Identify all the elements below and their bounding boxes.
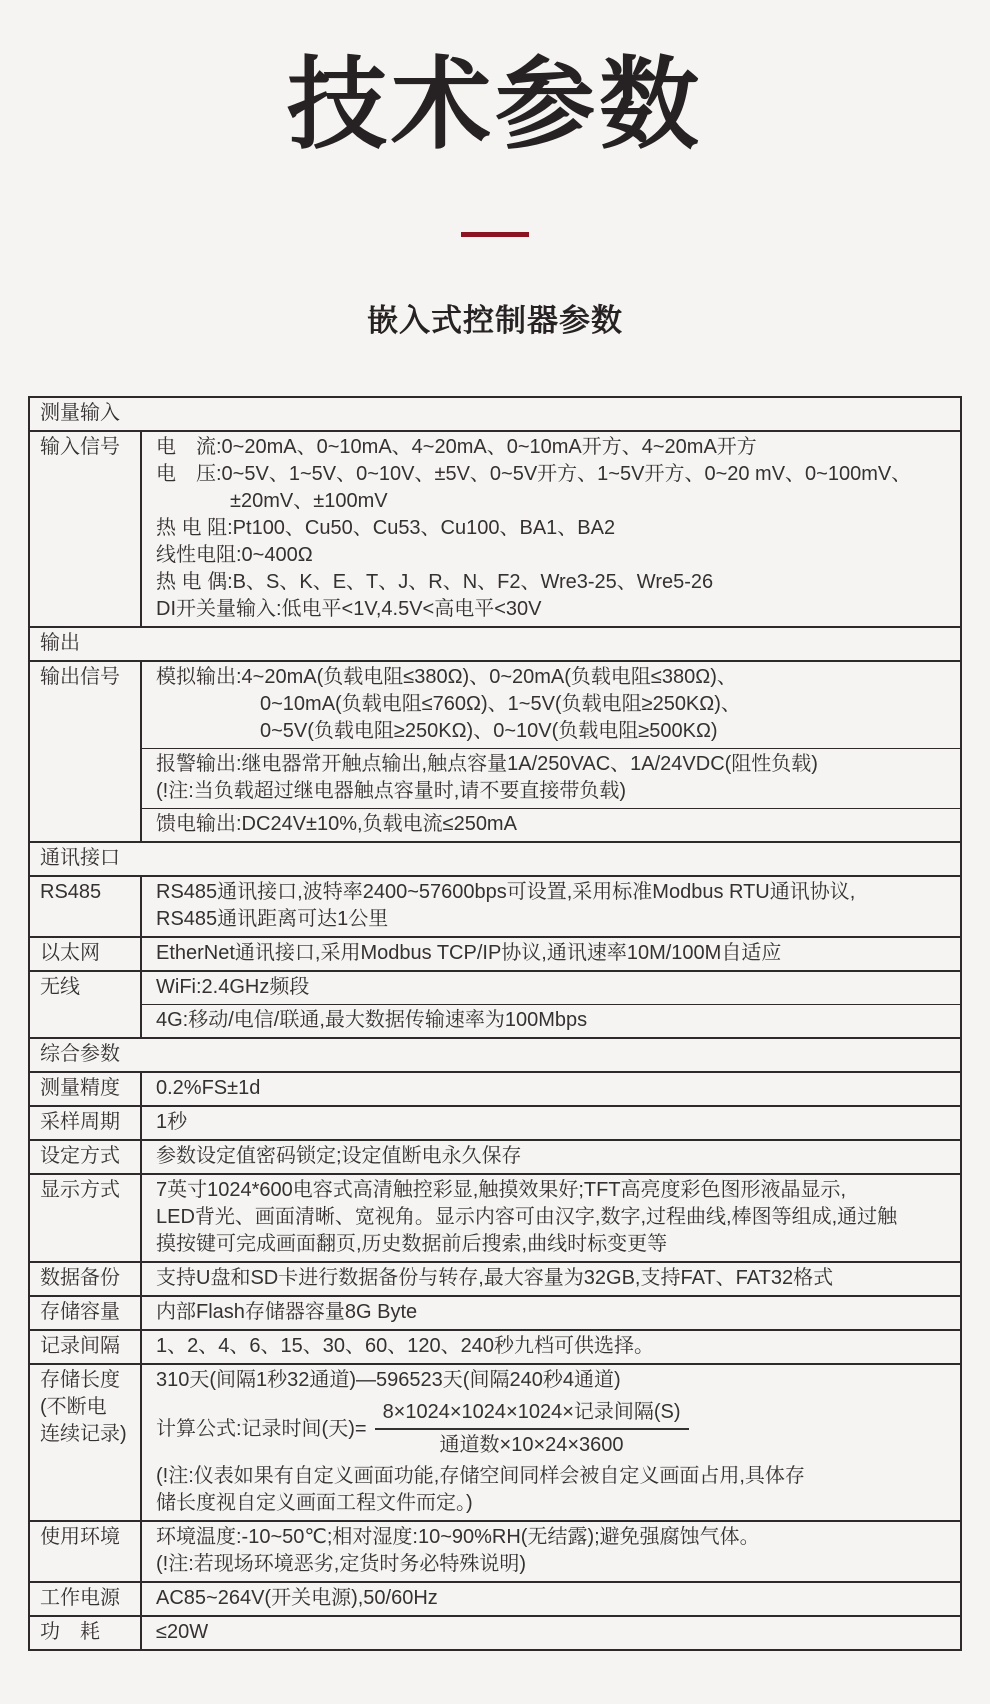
row-output-signal — [30, 660, 960, 841]
section-header-output: 输出 — [30, 626, 960, 660]
formula-fraction — [375, 1399, 689, 1459]
row-accuracy — [30, 1071, 960, 1105]
storage-note-line-2: 储长度视自定义画面工程文件而定。) — [156, 1492, 473, 1514]
backup-line: 支持U盘和SD卡进行数据备份与转存,最大容量为32GB,支持FAT、FAT32格式 — [156, 1267, 834, 1289]
row-label: 以太网 — [30, 938, 142, 970]
display-line-3: 摸按键可完成画面翻页,历史数据前后搜索,曲线时标变更等 — [156, 1233, 668, 1255]
display-line: 7英寸1024*600电容式高清触控彩显,触摸效果好;TFT高亮度彩色图形液晶显示, — [156, 1179, 847, 1201]
spec-table — [28, 396, 962, 1651]
row-capacity — [30, 1295, 960, 1329]
analog-output-line-3: 0~5V(负载电阻≥250KΩ)、0~10V(负载电阻≥500KΩ) — [260, 720, 718, 742]
storage-range-line: 310天(间隔1秒32通道)—596523天(间隔240秒4通道) — [156, 1369, 621, 1391]
row-sampling — [30, 1105, 960, 1139]
input-voltage-line-2: ±20mV、±100mV — [230, 490, 388, 512]
input-rtd-line: 热 电 阻:Pt100、Cu50、Cu53、Cu100、BA1、BA2 — [156, 517, 616, 539]
accuracy-line: 0.2%FS±1d — [156, 1077, 261, 1099]
wifi-cell — [142, 972, 960, 1004]
storage-label-line-2: (不断电 — [40, 1396, 107, 1418]
row-content — [142, 877, 960, 936]
capacity-line: 内部Flash存储器容量8G Byte — [156, 1301, 418, 1323]
section-header-comm: 通讯接口 — [30, 841, 960, 875]
rs485-line-2: RS485通讯距离可达1公里 — [156, 908, 389, 930]
row-consumption — [30, 1615, 960, 1649]
rs485-line: RS485通讯接口,波特率2400~57600bps可设置,采用标准Modbus RTU通讯协议, — [156, 881, 856, 903]
row-content — [142, 972, 960, 1037]
row-display — [30, 1173, 960, 1261]
storage-note-line: (!注:仪表如果有自定义画面功能,存储空间同样会被自定义画面占用,具体存 — [156, 1465, 805, 1487]
row-label: 采样周期 — [30, 1107, 142, 1139]
row-backup — [30, 1261, 960, 1295]
row-storage-length — [30, 1363, 960, 1520]
row-label: 记录间隔 — [30, 1331, 142, 1363]
analog-output-line-2: 0~10mA(负载电阻≤760Ω)、1~5V(负载电阻≥250KΩ)、 — [260, 693, 741, 715]
row-input-signal — [30, 430, 960, 626]
consumption-line: ≤20W — [156, 1621, 209, 1643]
feed-output-line: 馈电输出:DC24V±10%,负载电流≤250mA — [156, 813, 517, 835]
row-label: 功 耗 — [30, 1617, 142, 1649]
row-content — [142, 938, 960, 970]
interval-line: 1、2、4、6、15、30、60、120、240秒九档可供选择。 — [156, 1335, 654, 1357]
row-label: 工作电源 — [30, 1583, 142, 1615]
analog-output-line: 模拟输出:4~20mA(负载电阻≤380Ω)、0~20mA(负载电阻≤380Ω)、 — [156, 666, 737, 688]
fraction-numerator: 8×1024×1024×1024×记录间隔(S) — [375, 1399, 689, 1430]
alarm-output-cell — [142, 748, 960, 808]
sampling-line: 1秒 — [156, 1111, 188, 1133]
input-di-line: DI开关量输入:低电平<1V,4.5V<高电平<30V — [156, 598, 542, 620]
row-label: 显示方式 — [30, 1175, 142, 1261]
formula-prefix: 计算公式:记录时间(天)= — [156, 1417, 367, 1440]
ethernet-line: EtherNet通讯接口,采用Modbus TCP/IP协议,通讯速率10M/100M自适应 — [156, 942, 782, 964]
page-subtitle: 嵌入式控制器参数 — [367, 303, 623, 338]
4g-line: 4G:移动/电信/联通,最大数据传输速率为100Mbps — [156, 1009, 588, 1031]
alarm-output-line: 报警输出:继电器常开触点输出,触点容量1A/250VAC、1A/24VDC(阻性负载) — [156, 753, 818, 775]
row-label: 输出信号 — [30, 662, 142, 841]
display-line-2: LED背光、画面清晰、宽视角。显示内容可由汉字,数字,过程曲线,棒图等组成,通过触 — [156, 1206, 898, 1228]
row-power — [30, 1581, 960, 1615]
feed-output-cell — [142, 808, 960, 841]
row-content — [142, 432, 960, 626]
row-label: 输入信号 — [30, 432, 142, 626]
environment-line: 环境温度:-10~50℃;相对湿度:10~90%RH(无结露);避免强腐蚀气体。 — [156, 1526, 760, 1548]
wifi-line: WiFi:2.4GHz频段 — [156, 976, 310, 998]
4g-cell — [142, 1004, 960, 1037]
row-rs485 — [30, 875, 960, 936]
setting-line: 参数设定值密码锁定;设定值断电永久保存 — [156, 1145, 522, 1167]
input-current-line: 电 流:0~20mA、0~10mA、4~20mA、0~10mA开方、4~20mA开方 — [156, 436, 757, 458]
title-divider — [461, 232, 529, 237]
analog-output-cell — [142, 662, 960, 748]
storage-label-line: 存储长度 — [40, 1369, 120, 1391]
input-linear-res-line: 线性电阻:0~400Ω — [156, 544, 313, 566]
row-wireless — [30, 970, 960, 1037]
row-environment — [30, 1520, 960, 1581]
power-line: AC85~264V(开关电源),50/60Hz — [156, 1587, 438, 1609]
alarm-output-note: (!注:当负载超过继电器触点容量时,请不要直接带负载) — [156, 780, 626, 802]
storage-label-line-3: 连续记录) — [40, 1423, 127, 1445]
row-label: 测量精度 — [30, 1073, 142, 1105]
row-label: 数据备份 — [30, 1263, 142, 1295]
row-label: 无线 — [30, 972, 142, 1037]
row-interval — [30, 1329, 960, 1363]
input-voltage-line: 电 压:0~5V、1~5V、0~10V、±5V、0~5V开方、1~5V开方、0~20 mV、0~100mV、 — [156, 463, 912, 485]
page-title: 技术参数 — [287, 49, 703, 161]
row-label: 设定方式 — [30, 1141, 142, 1173]
input-thermocouple-line: 热 电 偶:B、S、K、E、T、J、R、N、F2、Wre3-25、Wre5-26 — [156, 571, 714, 593]
row-label — [30, 1365, 142, 1520]
row-label: 使用环境 — [30, 1522, 142, 1581]
row-ethernet — [30, 936, 960, 970]
row-content — [142, 662, 960, 841]
fraction-denominator: 通道数×10×24×3600 — [439, 1434, 624, 1456]
section-header-measure-input: 测量输入 — [40, 402, 120, 424]
row-label: 存储容量 — [30, 1297, 142, 1329]
row-setting — [30, 1139, 960, 1173]
row-label: RS485 — [30, 877, 142, 936]
environment-note-line: (!注:若现场环境恶劣,定货时务必特殊说明) — [156, 1553, 526, 1575]
storage-formula — [156, 1399, 952, 1459]
section-header-general: 综合参数 — [30, 1037, 960, 1071]
